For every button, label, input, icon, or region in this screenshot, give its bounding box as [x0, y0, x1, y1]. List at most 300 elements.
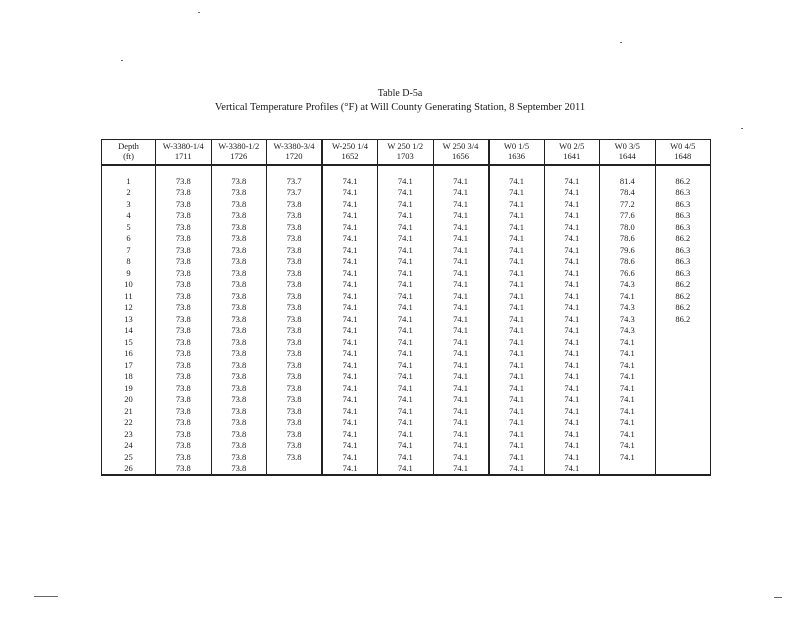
temperature-cell: 74.1 [544, 256, 600, 268]
temperature-cell: 74.1 [600, 405, 656, 417]
temperature-cell: 74.1 [433, 428, 489, 440]
temperature-cell: 74.1 [489, 325, 545, 337]
temperature-cell: 74.1 [544, 359, 600, 371]
temperature-cell: 74.1 [489, 233, 545, 245]
temperature-cell: 74.1 [378, 417, 434, 429]
depth-cell: 25 [102, 451, 156, 463]
temperature-cell: 74.1 [544, 233, 600, 245]
table-row [102, 451, 711, 463]
temperature-cell [655, 382, 711, 394]
table-row [102, 382, 711, 394]
temperature-cell: 74.1 [433, 187, 489, 199]
temperature-cell: 74.1 [433, 267, 489, 279]
table-row [102, 210, 711, 222]
temperature-cell [655, 359, 711, 371]
temperature-cell: 74.1 [433, 336, 489, 348]
temperature-cell: 73.8 [267, 417, 323, 429]
temperature-cell: 73.8 [156, 325, 212, 337]
temperature-cell: 74.1 [544, 382, 600, 394]
table-row [102, 302, 711, 314]
temperature-cell [600, 463, 656, 476]
depth-cell: 9 [102, 267, 156, 279]
table-row [102, 394, 711, 406]
temperature-cell: 74.1 [322, 267, 378, 279]
temperature-cell: 73.8 [267, 371, 323, 383]
temperature-cell: 74.1 [544, 244, 600, 256]
station-label: W-3380-1/2 [218, 141, 260, 151]
temperature-cell: 74.1 [600, 394, 656, 406]
temperature-cell: 74.3 [600, 325, 656, 337]
temperature-cell: 74.1 [378, 210, 434, 222]
temperature-cell: 74.1 [322, 244, 378, 256]
station-label: W0 4/5 [670, 141, 696, 151]
temperature-cell: 74.1 [544, 451, 600, 463]
column-header [600, 140, 656, 166]
table-body [102, 165, 711, 475]
temperature-cell: 73.8 [156, 394, 212, 406]
station-label: W 250 3/4 [442, 141, 479, 151]
table-row [102, 267, 711, 279]
temperature-cell: 73.8 [156, 221, 212, 233]
column-header [433, 140, 489, 166]
temperature-cell: 74.1 [433, 394, 489, 406]
column-header [211, 140, 267, 166]
depth-cell: 7 [102, 244, 156, 256]
table-row [102, 221, 711, 233]
temperature-cell: 73.8 [156, 382, 212, 394]
temperature-cell: 73.8 [267, 210, 323, 222]
temperature-cell: 74.1 [322, 313, 378, 325]
temperature-cell: 74.1 [433, 256, 489, 268]
temperature-cell: 73.8 [211, 440, 267, 452]
temperature-cell: 73.7 [267, 175, 323, 187]
depth-cell: 24 [102, 440, 156, 452]
scan-speck [774, 597, 782, 598]
temperature-cell: 73.8 [156, 359, 212, 371]
temperature-cell: 74.1 [378, 451, 434, 463]
temperature-cell: 74.1 [322, 210, 378, 222]
temperature-cell: 73.8 [267, 348, 323, 360]
temperature-cell: 73.8 [267, 256, 323, 268]
depth-cell: 4 [102, 210, 156, 222]
temperature-cell: 74.1 [322, 325, 378, 337]
temperature-cell: 73.8 [156, 210, 212, 222]
temperature-cell: 74.1 [378, 175, 434, 187]
temperature-cell: 74.1 [433, 233, 489, 245]
temperature-cell [655, 463, 711, 476]
station-label: W 250 1/2 [387, 141, 424, 151]
temperature-cell: 73.8 [211, 405, 267, 417]
temperature-cell: 74.1 [544, 221, 600, 233]
temperature-cell: 73.8 [267, 440, 323, 452]
temperature-cell: 74.1 [489, 244, 545, 256]
temperature-cell: 74.1 [489, 382, 545, 394]
temperature-cell: 73.8 [156, 198, 212, 210]
table-row [102, 463, 711, 476]
depth-cell: 20 [102, 394, 156, 406]
depth-cell: 1 [102, 175, 156, 187]
temperature-cell: 73.8 [211, 463, 267, 476]
temperature-cell: 73.8 [267, 394, 323, 406]
temperature-cell: 74.1 [544, 279, 600, 291]
table-row [102, 371, 711, 383]
temperature-cell: 73.8 [267, 279, 323, 291]
temperature-cell: 74.1 [322, 279, 378, 291]
temperature-cell: 74.1 [600, 348, 656, 360]
temperature-cell: 73.8 [267, 451, 323, 463]
temperature-cell: 74.1 [433, 348, 489, 360]
temperature-cell: 73.8 [156, 336, 212, 348]
temperature-cell: 74.1 [433, 279, 489, 291]
temperature-cell: 74.1 [489, 336, 545, 348]
temperature-cell: 74.1 [322, 417, 378, 429]
column-header [544, 140, 600, 166]
depth-cell: 3 [102, 198, 156, 210]
temperature-cell: 73.8 [211, 313, 267, 325]
temperature-cell: 74.1 [322, 336, 378, 348]
temperature-cell [267, 463, 323, 476]
temperature-cell: 74.1 [433, 175, 489, 187]
depth-cell: 5 [102, 221, 156, 233]
temperature-cell: 78.4 [600, 187, 656, 199]
time-label: 1726 [230, 150, 248, 161]
station-label: W-250 1/4 [331, 141, 369, 151]
temperature-cell: 78.6 [600, 233, 656, 245]
depth-cell: 17 [102, 359, 156, 371]
temperature-cell: 73.8 [267, 198, 323, 210]
temperature-cell: 74.1 [489, 279, 545, 291]
temperature-cell: 74.1 [322, 175, 378, 187]
temperature-cell: 74.1 [600, 290, 656, 302]
temperature-cell: 74.1 [489, 348, 545, 360]
temperature-cell: 74.1 [378, 244, 434, 256]
temperature-cell: 74.1 [433, 417, 489, 429]
temperature-cell: 73.8 [267, 382, 323, 394]
temperature-cell: 74.1 [489, 451, 545, 463]
time-label: 1720 [285, 150, 303, 161]
table-row [102, 244, 711, 256]
temperature-cell: 73.8 [267, 267, 323, 279]
depth-cell: 10 [102, 279, 156, 291]
temperature-cell: 74.1 [322, 302, 378, 314]
temperature-cell: 73.8 [156, 175, 212, 187]
temperature-cell: 73.8 [267, 233, 323, 245]
temperature-cell: 74.1 [600, 336, 656, 348]
temperature-cell: 73.8 [211, 371, 267, 383]
temperature-cell: 73.8 [267, 221, 323, 233]
column-header [156, 140, 212, 166]
temperature-cell [655, 440, 711, 452]
temperature-cell: 73.7 [267, 187, 323, 199]
temperature-cell: 74.1 [322, 233, 378, 245]
temperature-cell: 73.8 [267, 428, 323, 440]
temperature-cell: 74.1 [433, 221, 489, 233]
temperature-cell: 86.3 [655, 187, 711, 199]
temperature-cell: 73.8 [267, 244, 323, 256]
table-row [102, 325, 711, 337]
temperature-cell: 73.8 [211, 417, 267, 429]
temperature-cell: 74.1 [378, 348, 434, 360]
temperature-cell: 73.8 [267, 336, 323, 348]
temperature-cell: 74.1 [322, 440, 378, 452]
temperature-cell: 74.1 [322, 290, 378, 302]
temperature-cell: 74.1 [378, 279, 434, 291]
temperature-cell: 73.8 [156, 428, 212, 440]
temperature-cell: 74.1 [433, 405, 489, 417]
temperature-cell: 77.2 [600, 198, 656, 210]
temperature-cell: 73.8 [156, 313, 212, 325]
temperature-cell: 74.1 [600, 440, 656, 452]
temperature-cell: 74.1 [378, 233, 434, 245]
temperature-cell: 73.8 [156, 279, 212, 291]
temperature-cell: 74.1 [433, 382, 489, 394]
temperature-cell: 73.8 [211, 244, 267, 256]
temperature-cell [655, 428, 711, 440]
temperature-cell: 74.1 [378, 256, 434, 268]
temperature-cell: 73.8 [156, 244, 212, 256]
temperature-cell: 86.2 [655, 313, 711, 325]
scan-speck [34, 596, 58, 597]
temperature-cell: 74.1 [489, 417, 545, 429]
temperature-cell: 74.1 [322, 359, 378, 371]
temperature-cell: 77.6 [600, 210, 656, 222]
temperature-cell: 74.1 [544, 440, 600, 452]
temperature-cell: 73.8 [211, 359, 267, 371]
temperature-cell: 74.1 [433, 210, 489, 222]
temperature-cell: 73.8 [156, 451, 212, 463]
temperature-cell: 74.1 [544, 325, 600, 337]
depth-cell: 19 [102, 382, 156, 394]
temperature-cell: 73.8 [211, 290, 267, 302]
time-label: 1641 [563, 150, 581, 161]
temperature-cell: 73.8 [211, 210, 267, 222]
temperature-cell: 74.1 [433, 371, 489, 383]
temperature-cell: 86.3 [655, 221, 711, 233]
time-label: 1652 [341, 150, 359, 161]
temperature-cell: 74.1 [322, 382, 378, 394]
temperature-cell: 74.1 [544, 313, 600, 325]
temperature-cell: 73.8 [156, 440, 212, 452]
temperature-cell: 73.8 [156, 417, 212, 429]
temperature-cell: 74.1 [433, 313, 489, 325]
temperature-cell: 73.8 [211, 279, 267, 291]
table-row [102, 417, 711, 429]
temperature-cell: 74.1 [489, 302, 545, 314]
temperature-cell: 73.8 [156, 233, 212, 245]
temperature-cell: 86.3 [655, 267, 711, 279]
time-label: 1648 [674, 150, 692, 161]
temperature-cell: 73.8 [156, 463, 212, 476]
temperature-cell: 74.1 [544, 405, 600, 417]
temperature-cell: 74.1 [322, 187, 378, 199]
temperature-cell: 86.2 [655, 290, 711, 302]
temperature-cell [655, 325, 711, 337]
temperature-cell: 86.3 [655, 256, 711, 268]
table-row [102, 290, 711, 302]
temperature-cell: 74.1 [322, 221, 378, 233]
station-label: W0 1/5 [503, 141, 530, 151]
temperature-cell: 74.1 [378, 371, 434, 383]
temperature-cell [655, 405, 711, 417]
temperature-cell: 74.1 [322, 463, 378, 476]
temperature-cell: 74.1 [378, 463, 434, 476]
temperature-cell: 74.1 [433, 451, 489, 463]
depth-cell: 6 [102, 233, 156, 245]
temperature-cell: 74.1 [378, 187, 434, 199]
temperature-cell [655, 394, 711, 406]
table-row [102, 440, 711, 452]
temperature-cell: 74.1 [322, 451, 378, 463]
time-label: 1711 [174, 150, 192, 161]
station-label: W-3380-3/4 [273, 141, 315, 151]
temperature-cell: 74.1 [433, 290, 489, 302]
temperature-cell: 73.8 [211, 233, 267, 245]
temperature-cell: 74.1 [378, 198, 434, 210]
temperature-cell: 74.1 [600, 371, 656, 383]
depth-header [102, 140, 156, 166]
temperature-cell: 74.1 [489, 267, 545, 279]
temperature-cell: 73.8 [267, 405, 323, 417]
temperature-cell: 74.1 [489, 440, 545, 452]
table-row [102, 279, 711, 291]
depth-cell: 21 [102, 405, 156, 417]
column-header [655, 140, 711, 166]
temperature-cell: 74.3 [600, 279, 656, 291]
temperature-cell [655, 348, 711, 360]
column-header [489, 140, 545, 166]
temperature-cell: 74.1 [489, 359, 545, 371]
temperature-cell: 73.8 [211, 175, 267, 187]
temperature-cell: 73.8 [156, 371, 212, 383]
depth-cell: 18 [102, 371, 156, 383]
temperature-cell [655, 451, 711, 463]
temperature-cell: 86.2 [655, 279, 711, 291]
temperature-cell: 74.1 [378, 290, 434, 302]
temperature-cell: 74.1 [489, 405, 545, 417]
temperature-cell: 74.1 [544, 348, 600, 360]
temperature-cell: 74.1 [378, 302, 434, 314]
temperature-cell: 74.1 [600, 428, 656, 440]
temperature-cell: 86.3 [655, 198, 711, 210]
temperature-cell: 73.8 [211, 302, 267, 314]
temperature-cell [655, 336, 711, 348]
temperature-cell: 73.8 [156, 267, 212, 279]
temperature-cell: 74.1 [489, 210, 545, 222]
table-row [102, 428, 711, 440]
temperature-cell: 73.8 [211, 221, 267, 233]
table-row [102, 233, 711, 245]
temperature-cell: 73.8 [211, 325, 267, 337]
temperature-cell: 73.8 [211, 198, 267, 210]
temperature-cell: 74.1 [600, 359, 656, 371]
temperature-cell: 74.3 [600, 302, 656, 314]
header-row [102, 140, 711, 166]
temperature-cell: 74.1 [433, 440, 489, 452]
station-label: W0 3/5 [614, 141, 640, 151]
temperature-cell: 74.1 [544, 417, 600, 429]
depth-cell: 12 [102, 302, 156, 314]
temperature-cell: 74.1 [489, 290, 545, 302]
temperature-cell: 73.8 [267, 290, 323, 302]
temperature-cell: 74.1 [322, 394, 378, 406]
temperature-cell: 73.8 [211, 382, 267, 394]
temperature-cell: 73.8 [156, 302, 212, 314]
temperature-cell: 74.1 [489, 187, 545, 199]
spacer-row [102, 165, 711, 175]
temperature-cell: 73.8 [211, 336, 267, 348]
temperature-cell: 78.6 [600, 256, 656, 268]
temperature-profile-table [101, 139, 711, 476]
temperature-cell: 74.1 [378, 325, 434, 337]
temperature-cell: 74.1 [489, 175, 545, 187]
scan-speck [198, 12, 200, 13]
temperature-cell: 73.8 [156, 405, 212, 417]
temperature-cell: 74.1 [489, 221, 545, 233]
temperature-cell: 73.8 [211, 348, 267, 360]
temperature-cell: 73.8 [267, 359, 323, 371]
temperature-cell: 74.1 [378, 382, 434, 394]
temperature-cell: 74.1 [433, 325, 489, 337]
temperature-cell: 74.1 [600, 417, 656, 429]
temperature-cell [655, 417, 711, 429]
scan-speck [620, 42, 622, 43]
temperature-cell: 74.1 [489, 256, 545, 268]
time-label: 1644 [618, 150, 636, 161]
temperature-cell: 74.1 [544, 336, 600, 348]
temperature-cell: 74.1 [322, 198, 378, 210]
temperature-cell: 74.1 [544, 302, 600, 314]
temperature-cell: 74.1 [544, 428, 600, 440]
temperature-cell: 74.1 [378, 405, 434, 417]
temperature-cell: 73.8 [156, 290, 212, 302]
temperature-cell: 74.1 [378, 359, 434, 371]
temperature-cell: 73.8 [156, 348, 212, 360]
temperature-cell: 78.0 [600, 221, 656, 233]
depth-cell: 22 [102, 417, 156, 429]
temperature-cell: 73.8 [156, 256, 212, 268]
temperature-cell: 73.8 [267, 302, 323, 314]
temperature-cell: 74.1 [489, 313, 545, 325]
temperature-cell: 73.8 [156, 187, 212, 199]
temperature-cell: 74.1 [489, 371, 545, 383]
table-title: Table D-5a [377, 88, 423, 99]
scan-speck [121, 60, 123, 61]
depth-cell: 11 [102, 290, 156, 302]
temperature-cell: 74.1 [600, 451, 656, 463]
depth-cell: 15 [102, 336, 156, 348]
time-label: 1703 [396, 150, 414, 161]
depth-header-unit: (ft) [123, 150, 134, 161]
column-header [378, 140, 434, 166]
temperature-cell: 74.1 [322, 256, 378, 268]
temperature-cell [655, 371, 711, 383]
temperature-cell: 74.1 [544, 187, 600, 199]
column-header [322, 140, 378, 166]
temperature-cell: 74.1 [378, 267, 434, 279]
table-row [102, 348, 711, 360]
table-subtitle: Vertical Temperature Profiles (°F) at Will County Generating Station, 8 September 2011 [214, 102, 586, 113]
depth-cell: 2 [102, 187, 156, 199]
temperature-cell: 74.1 [433, 198, 489, 210]
temperature-cell: 74.1 [489, 394, 545, 406]
temperature-cell: 74.1 [378, 394, 434, 406]
time-label: 1656 [452, 150, 469, 161]
temperature-cell: 73.8 [267, 325, 323, 337]
temperature-cell: 81.4 [600, 175, 656, 187]
temperature-cell: 74.1 [378, 428, 434, 440]
temperature-cell: 74.1 [544, 463, 600, 476]
temperature-cell: 74.1 [433, 244, 489, 256]
